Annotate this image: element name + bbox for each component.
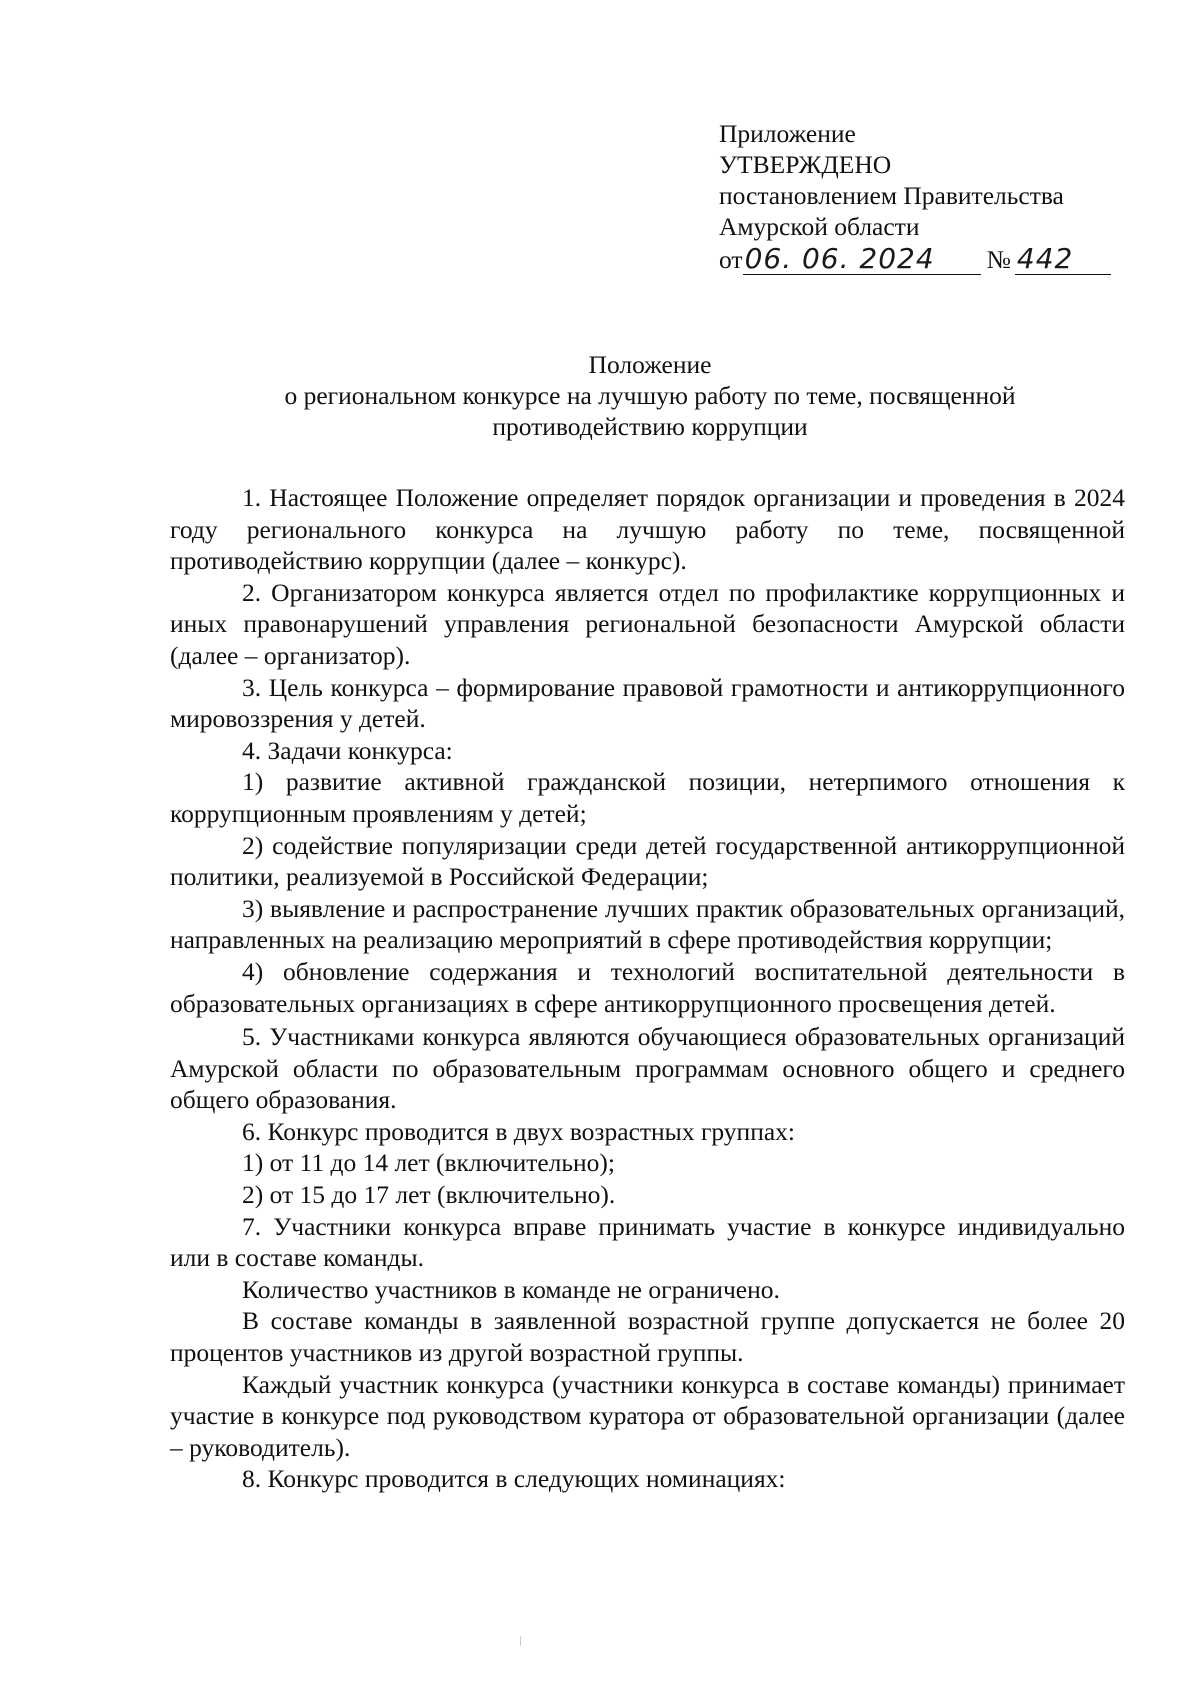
scan-artifact [520, 1636, 521, 1646]
header-approved: УТВЕРЖДЕНО [719, 150, 892, 179]
header-date-line [719, 244, 1139, 275]
paragraph-4-4: 4) обновление содержания и технологий воспитательной деятельности в образовательных организациях в сфере антикоррупционного просвещения детей. [170, 956, 1125, 1018]
paragraph-4-2: 2) содействие популяризации среди детей государственной антикоррупционной политики, реализуемой в Российской Федерации; [170, 830, 1125, 892]
paragraph-3: 3. Цель конкурса – формирование правовой грамотности и антикоррупционного мировоззрения у детей. [170, 672, 1125, 734]
header-region: Амурской области [719, 212, 920, 241]
paragraph-7-curator: Каждый участник конкурса (участники конкурса в составе команды) принимает участие в конкурсе под руководством куратора от образовательной организации (далее – руководитель). [170, 1369, 1125, 1462]
paragraph-7-team: В составе команды в заявленной возрастной группе допускается не более 20 процентов участников из другой возрастной группы. [170, 1306, 1125, 1368]
document-body [170, 482, 1125, 1495]
handwritten-number: 442 [1015, 244, 1111, 275]
paragraph-4-3: 3) выявление и распространение лучших практик образовательных организаций, направленных на реализацию мероприятий в сфере противодействия коррупции; [170, 893, 1125, 955]
paragraph-4: 4. Задачи конкурса: [242, 735, 453, 765]
number-sign: № [986, 245, 1011, 274]
paragraph-1: 1. Настоящее Положение определяет порядок организации и проведения в 2024 году регионального конкурса на лучшую работу по теме, посвященной противодействию коррупции (далее – конкурс). [170, 483, 1125, 576]
header-appendix: Приложение [719, 119, 856, 148]
paragraph-2: 2. Организатором конкурса является отдел по профилактике коррупционных и иных правонарушений управления региональной безопасности Амурской области (далее – организатор). [170, 577, 1125, 670]
paragraph-7: 7. Участники конкурса вправе принимать участие в конкурсе индивидуально или в составе команды. [170, 1211, 1125, 1273]
handwritten-date: 06. 06. 2024 [743, 244, 981, 275]
approval-header [719, 118, 1139, 275]
title-line-3: противодействию коррупции [492, 412, 808, 441]
title-line-1: Положение [588, 350, 712, 379]
header-resolution: постановлением Правительства [719, 181, 1064, 210]
paragraph-8: 8. Конкурс проводится в следующих номинациях: [242, 1464, 786, 1494]
paragraph-7-count: Количество участников в команде не ограничено. [242, 1274, 780, 1304]
document-title [170, 349, 1130, 442]
paragraph-4-1: 1) развитие активной гражданской позиции, нетерпимого отношения к коррупционным проявлениям у детей; [170, 767, 1125, 828]
paragraph-6: 6. Конкурс проводится в двух возрастных группах: [242, 1116, 796, 1146]
date-prefix: от [719, 245, 743, 274]
paragraph-5: 5. Участниками конкурса являются обучающиеся образовательных организаций Амурской области по образовательным программам основного общего и среднего общего образования. [170, 1022, 1125, 1115]
paragraph-6-1: 1) от 11 до 14 лет (включительно); [242, 1148, 615, 1178]
paragraph-6-2: 2) от 15 до 17 лет (включительно). [242, 1180, 616, 1210]
title-line-2: о региональном конкурсе на лучшую работу по теме, посвященной [284, 381, 1016, 410]
